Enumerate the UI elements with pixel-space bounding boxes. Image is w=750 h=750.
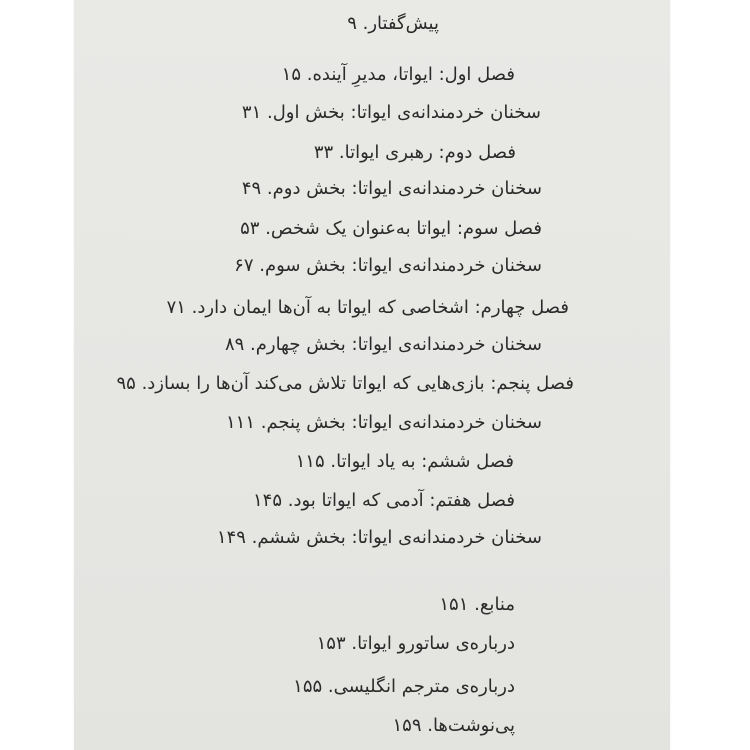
toc-entry-wise-words-3: سخنان خردمندانه‌ی ایواتا: بخش سوم. ۶۷ [234,255,542,276]
toc-entry-wise-words-2: سخنان خردمندانه‌ی ایواتا: بخش دوم. ۴۹ [241,178,542,199]
toc-entry-wise-words-5: سخنان خردمندانه‌ی ایواتا: بخش پنجم. ۱۱۱ [225,412,542,433]
toc-entry-wise-words-4: سخنان خردمندانه‌ی ایواتا: بخش چهارم. ۸۹ [224,334,542,355]
toc-entry-chapter-2: فصل دوم: رهبری ایواتا. ۳۳ [313,142,516,163]
toc-entry-sources: منابع. ۱۵۱ [439,594,515,615]
toc-entry-chapter-3: فصل سوم: ایواتا به‌عنوان یک شخص. ۵۳ [240,218,542,239]
book-page [74,0,670,750]
toc-entry-wise-words-6: سخنان خردمندانه‌ی ایواتا: بخش ششم. ۱۴۹ [216,527,542,548]
toc-entry-chapter-5: فصل پنجم: بازی‌هایی که ایواتا تلاش می‌کند آن‌ها را بسازد. ۹۵ [116,373,574,394]
toc-entry-chapter-7: فصل هفتم: آدمی که ایواتا بود. ۱۴۵ [253,490,515,511]
toc-entry-endnotes: پی‌نوشت‌ها. ۱۵۹ [392,715,515,736]
toc-entry-chapter-1: فصل اول: ایواتا، مدیرِ آینده. ۱۵ [281,64,515,85]
toc-entry-chapter-6: فصل ششم: به یاد ایواتا. ۱۱۵ [295,451,514,472]
toc-entry-chapter-4: فصل چهارم: اشخاصی که ایواتا به آن‌ها ایمان دارد. ۷۱ [166,297,569,318]
toc-entry-wise-words-1: سخنان خردمندانه‌ی ایواتا: بخش اول. ۳۱ [241,102,541,123]
toc-entry-about-translator: درباره‌ی مترجم انگلیسی. ۱۵۵ [293,676,515,697]
toc-entry-about-satoru-iwata: درباره‌ی ساتورو ایواتا. ۱۵۳ [316,633,515,654]
toc-entry-preface: پیش‌گفتار. ۹ [347,13,439,34]
table-of-contents [74,0,670,750]
